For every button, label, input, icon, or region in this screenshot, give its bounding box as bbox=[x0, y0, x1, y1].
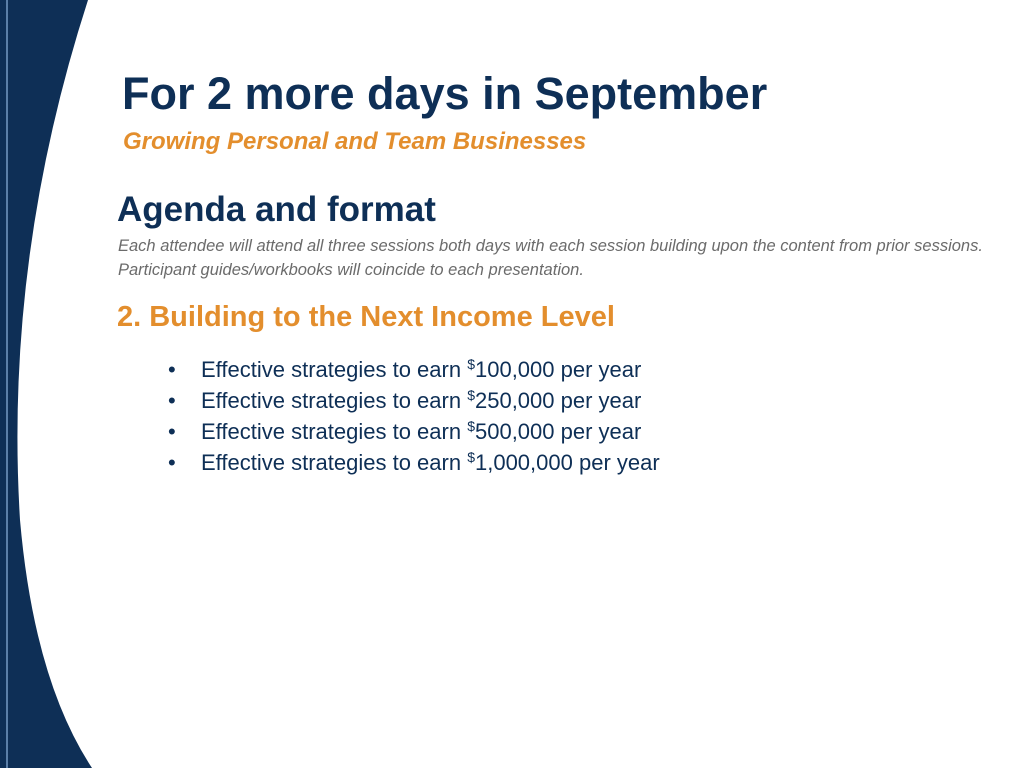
section-heading: Agenda and format bbox=[117, 190, 436, 229]
bullet-icon: • bbox=[168, 419, 176, 444]
bullet-icon: • bbox=[168, 357, 176, 382]
currency-symbol: $ bbox=[467, 387, 475, 403]
bullet-icon: • bbox=[168, 450, 176, 475]
bullet-amount: 1,000,000 bbox=[474, 450, 573, 475]
bullet-suffix: per year bbox=[554, 357, 642, 382]
bullet-item bbox=[168, 416, 660, 447]
bullet-item bbox=[168, 354, 660, 385]
currency-symbol: $ bbox=[467, 356, 475, 372]
bullet-item bbox=[168, 447, 660, 478]
bullet-amount: 500,000 bbox=[474, 419, 555, 444]
bullet-amount: 250,000 bbox=[474, 388, 555, 413]
bullet-amount: 100,000 bbox=[474, 357, 555, 382]
currency-symbol: $ bbox=[467, 449, 475, 465]
session-heading: 2. Building to the Next Income Level bbox=[117, 301, 615, 333]
bullet-suffix: per year bbox=[572, 450, 660, 475]
slide-subtitle: Growing Personal and Team Businesses bbox=[123, 128, 587, 155]
bullet-icon: • bbox=[168, 388, 176, 413]
bullet-suffix: per year bbox=[554, 388, 642, 413]
bullet-prefix: Effective strategies to earn bbox=[201, 388, 468, 413]
bullet-prefix: Effective strategies to earn bbox=[201, 450, 468, 475]
bullet-item bbox=[168, 385, 660, 416]
band-shape bbox=[0, 0, 92, 768]
bullet-prefix: Effective strategies to earn bbox=[201, 419, 468, 444]
slide-title: For 2 more days in September bbox=[122, 68, 768, 119]
currency-symbol: $ bbox=[467, 418, 475, 434]
bullet-suffix: per year bbox=[554, 419, 642, 444]
bullet-prefix: Effective strategies to earn bbox=[201, 357, 468, 382]
bullet-list bbox=[168, 354, 660, 478]
description-text: Each attendee will attend all three sessions both days with each session building upon the content from prior sessions. Participant guides/workbooks will coincide to each presentation. bbox=[118, 237, 983, 279]
